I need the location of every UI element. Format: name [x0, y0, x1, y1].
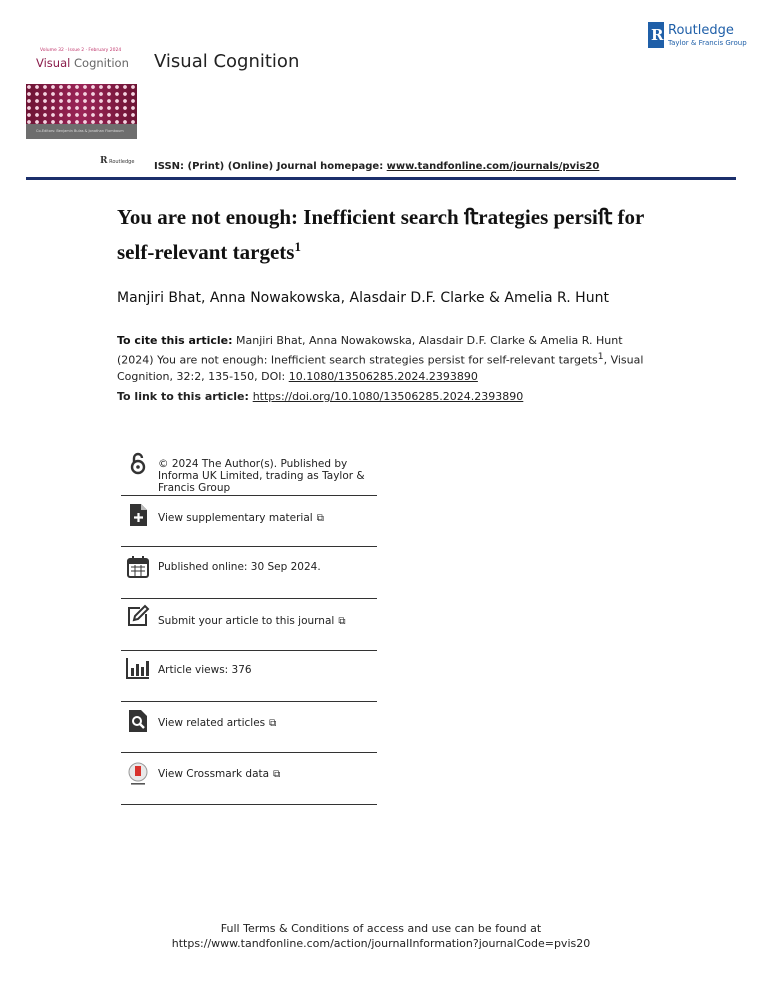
published-date: Published online: 30 Sep 2024. — [158, 561, 321, 573]
article-authors: Manjiri Bhat, Anna Nowakowska, Alasdair D.F. Clarke & Amelia R. Hunt — [117, 290, 609, 306]
link-block — [117, 390, 523, 403]
submit-row[interactable] — [121, 598, 377, 651]
issn-line: ISSN: (Print) (Online) Journal homepage: www.tandfonline.com/journals/pvis20 — [154, 161, 600, 172]
supplementary-file-icon — [126, 503, 150, 527]
supplementary-link[interactable]: View supplementary material ⧉ — [158, 512, 324, 524]
small-routledge-logo: R Routledge — [100, 156, 135, 166]
external-link-icon: ⧉ — [316, 513, 324, 524]
published-row — [121, 546, 377, 599]
footer-line-1: Full Terms & Conditions of access and use can be found at — [220, 922, 542, 935]
license-text: © 2024 The Author(s). Published by Informa UK Limited, trading as Taylor & Francis Group — [158, 458, 365, 494]
citation-block: To cite this article: Manjiri Bhat, Anna Nowakowska, Alasdair D.F. Clarke & Amelia R. Hunt (2024) You are not enough: Inefficient search strategies persist for self-relevant targets$^1$, Visual Cognition, 32:2, 135-150, DOI: 10.1080/13506285.2024.2393890 — [117, 334, 644, 383]
doi-link[interactable]: 10.1080/13506285.2024.2393890 — [288, 369, 478, 383]
publisher-name: Routledge — [668, 23, 734, 38]
crossmark-link[interactable]: View Crossmark data ⧉ — [158, 768, 281, 780]
related-row[interactable] — [121, 701, 377, 753]
cover-footer: Co-Editors: Benjamin Bulas & Jonathan Flombaum — [26, 124, 137, 139]
external-link-icon: ⧉ — [269, 718, 277, 729]
journal-title: Visual Cognition — [154, 51, 300, 72]
views-row — [121, 650, 377, 702]
cover-volume-line: Volume 32 · Issue 2 · February 2024 — [40, 48, 122, 53]
open-access-icon — [126, 452, 150, 476]
publisher-subtitle: Taylor & Francis Group — [668, 39, 747, 47]
search-document-icon — [126, 709, 150, 733]
article-views: Article views: 376 — [158, 664, 252, 676]
crossmark-row[interactable] — [121, 752, 377, 805]
routledge-logo[interactable] — [648, 22, 748, 48]
article-title: You are not enough: Inefficient search ﬅrategies persiﬅ for self-relevant targets$^1$ — [117, 205, 644, 264]
bar-chart-icon — [126, 656, 150, 680]
cite-label: To cite this article: — [117, 334, 233, 347]
cover-pattern — [26, 84, 137, 124]
footer-terms-url[interactable]: https://www.tandfonline.com/action/journalInformation?journalCode=pvis20 — [171, 937, 591, 950]
calendar-icon — [126, 555, 150, 579]
journal-cover-thumbnail[interactable] — [26, 44, 137, 139]
external-link-icon: ⧉ — [273, 769, 281, 780]
crossmark-icon — [126, 762, 150, 786]
submit-article-link[interactable]: Submit your article to this journal ⧉ — [158, 615, 346, 627]
article-doi-url-link[interactable]: https://doi.org/10.1080/13506285.2024.2393890 — [252, 390, 524, 403]
routledge-r-icon: R — [648, 22, 664, 48]
supplementary-row[interactable] — [121, 495, 377, 547]
header-divider — [26, 177, 736, 180]
cover-title: Visual Cognition — [36, 56, 129, 70]
link-label: To link to this article: — [117, 390, 253, 403]
journal-homepage-link[interactable]: www.tandfonline.com/journals/pvis20 — [386, 161, 600, 172]
license-row — [121, 448, 377, 496]
edit-icon — [126, 604, 150, 628]
related-articles-link[interactable]: View related articles ⧉ — [158, 717, 277, 729]
external-link-icon: ⧉ — [338, 616, 346, 627]
footer — [0, 921, 762, 951]
